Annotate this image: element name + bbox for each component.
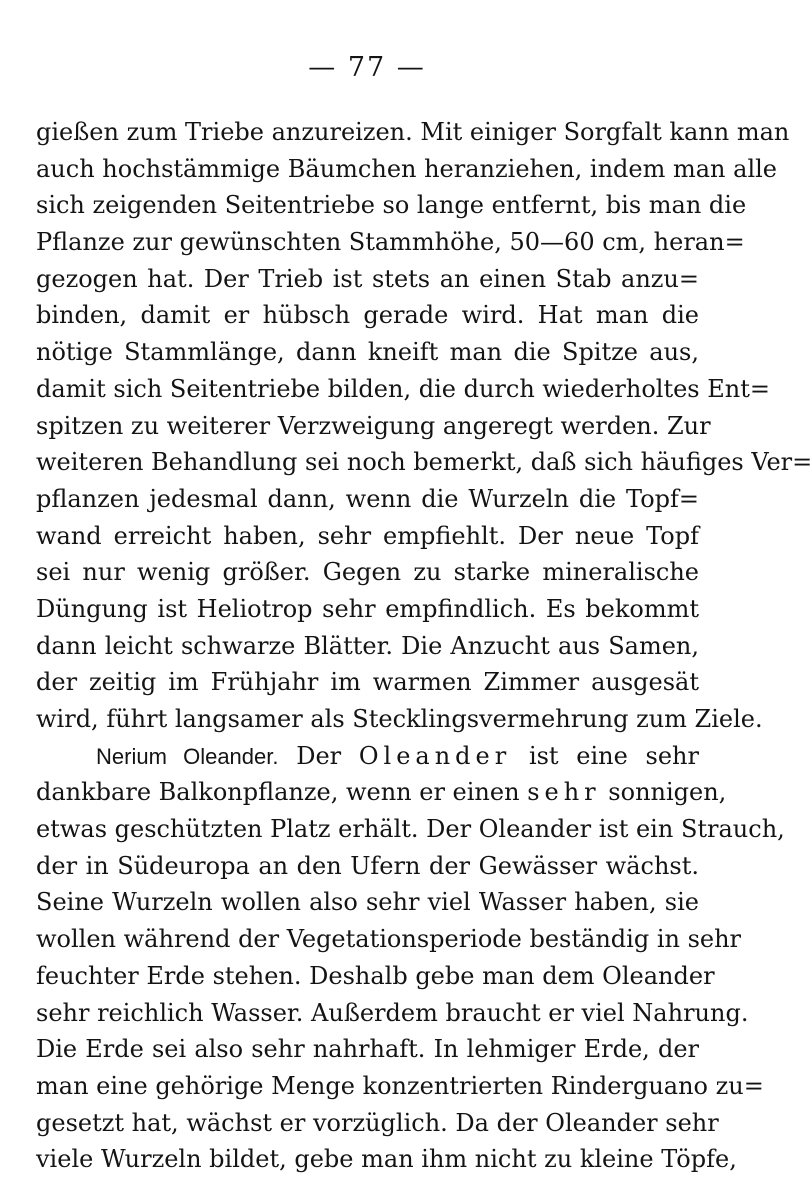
latin-plant-name: Nerium Oleander. [96,743,279,769]
text-line: wollen während der Vegetationsperiode beständig in sehr [36,925,742,954]
text-fragment: Der [296,741,342,770]
text-line: sehr reichlich Wasser. Außerdem braucht er viel Nahrung. [36,998,749,1027]
text-line: binden, damit er hübsch gerade wird. Hat man die [36,301,699,330]
text-line: der zeitig im Frühjahr im warmen Zimmer ausgesät [36,668,699,697]
text-line: nötige Stammlänge, dann kneift man die Spitze aus, [36,338,699,367]
text-line: Seine Wurzeln wollen also sehr viel Wasser haben, sie [36,888,699,917]
text-line [36,774,727,811]
body-text [36,114,812,1178]
text-line: Düngung ist Heliotrop sehr empfindlich. Es bekommt [36,594,699,623]
page-number: — 77 — [308,52,426,83]
text-line: wand erreicht haben, sehr empfiehlt. Der neue Topf [36,521,699,550]
text-line: pflanzen jedesmal dann, wenn die Wurzeln die Topf= [36,484,699,513]
text-line: viele Wurzeln bildet, gebe man ihm nicht zu kleine Töpfe, [36,1145,737,1174]
text-line: etwas geschützten Platz erhält. Der Oleander ist ein Strauch, [36,815,785,844]
emphasized-word: Oleander [358,741,512,770]
text-line: sei nur wenig größer. Gegen zu starke mineralische [36,558,699,587]
text-line: feuchter Erde stehen. Deshalb gebe man dem Oleander [36,961,715,990]
text-line: Pflanze zur gewünschten Stammhöhe, 50—60 cm, heran= [36,228,745,257]
emphasized-word: sehr [527,778,601,807]
text-line: der in Südeuropa an den Ufern der Gewässer wächst. [36,851,699,880]
text-line: weiteren Behandlung sei noch bemerkt, daß sich häufiges Ver= [36,448,812,477]
text-line: gießen zum Triebe anzureizen. Mit einiger Sorgfalt kann man [36,118,790,146]
text-line: auch hochstämmige Bäumchen heranziehen, indem man alle [36,154,777,183]
text-line: gezogen hat. Der Trieb ist stets an einen Stab anzu= [36,264,699,293]
text-line: sich zeigenden Seitentriebe so lange entfernt, bis man die [36,191,747,220]
text-line: gesetzt hat, wächst er vorzüglich. Da der Oleander sehr [36,1108,719,1137]
text-line: Die Erde sei also sehr nahrhaft. In lehmiger Erde, der [36,1035,699,1064]
text-fragment: ist eine sehr [528,741,699,770]
paragraph-start-line [36,738,699,775]
text-line: spitzen zu weiterer Verzweigung angeregt werden. Zur [36,411,711,440]
text-fragment: dankbare Balkonpflanze, wenn er einen [36,778,520,807]
text-line: wird, führt langsamer als Stecklingsvermehrung zum Ziele. [36,705,763,733]
text-line: damit sich Seitentriebe bilden, die durch wiederholtes Ent= [36,374,770,403]
text-line: man eine gehörige Menge konzentrierten Rinderguano zu= [36,1071,764,1100]
text-fragment: sonnigen, [608,778,727,807]
text-line: dann leicht schwarze Blätter. Die Anzucht aus Samen, [36,631,699,660]
